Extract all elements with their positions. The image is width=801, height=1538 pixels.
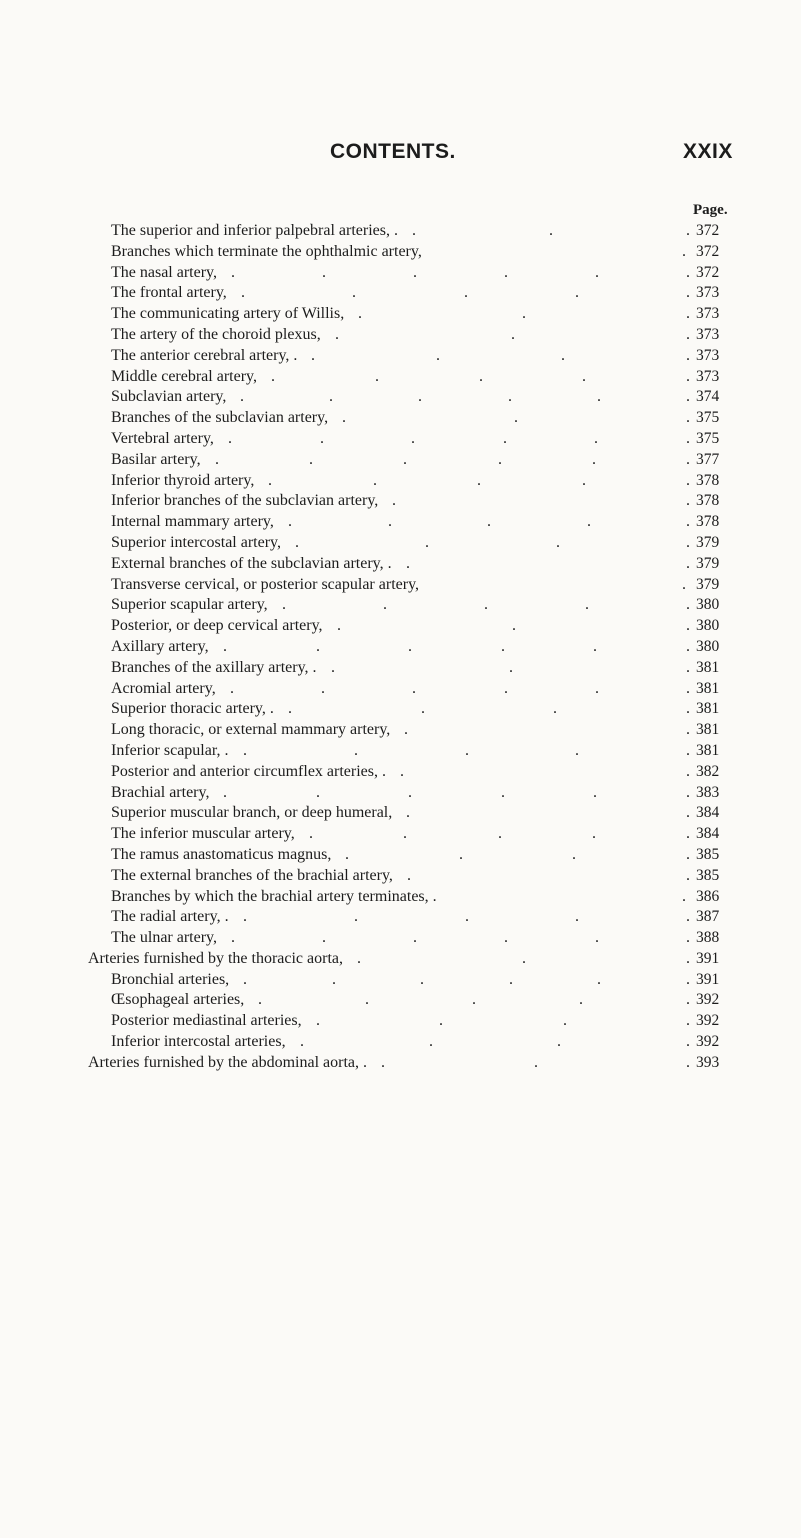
toc-entry-title: The artery of the choroid plexus, bbox=[111, 325, 321, 343]
toc-entry: Brachial artery, . . . . . . 383 bbox=[0, 783, 801, 804]
toc-entry-page: 373 bbox=[696, 367, 720, 385]
toc-entry-title: Posterior and anterior circumflex arteries, . bbox=[111, 762, 386, 780]
toc-entry-title: Bronchial arteries, bbox=[111, 970, 230, 988]
toc-entry: Superior intercostal artery, . . . . 379 bbox=[0, 533, 801, 554]
toc-entry-page: 379 bbox=[696, 554, 720, 572]
toc-entry-page: 373 bbox=[696, 305, 720, 323]
toc-entry-title: The communicating artery of Willis, bbox=[111, 305, 345, 323]
toc-entry-title: Acromial artery, bbox=[111, 679, 216, 697]
toc-entry-page: 392 bbox=[696, 991, 720, 1009]
toc-entry: Branches of the subclavian artery, . . . 375 bbox=[0, 408, 801, 429]
toc-entry: Axillary artery, . . . . . . 380 bbox=[0, 637, 801, 658]
toc-entry-page: 384 bbox=[696, 825, 720, 843]
toc-entry: The anterior cerebral artery, . . . . . 373 bbox=[0, 346, 801, 367]
toc-entry: The superior and inferior palpebral arteries, . . . . 372 bbox=[0, 221, 801, 242]
toc-entry-page: 378 bbox=[696, 471, 720, 489]
toc-entry-page: 373 bbox=[696, 325, 720, 343]
toc-entry-page: 386 bbox=[696, 887, 720, 905]
toc-entry-page: 381 bbox=[696, 700, 720, 718]
toc-entry-title: The inferior muscular artery, bbox=[111, 825, 295, 843]
page-title: CONTENTS. bbox=[330, 140, 456, 163]
toc-entry-page: 384 bbox=[696, 804, 720, 822]
toc-entry-page: 391 bbox=[696, 970, 720, 988]
toc-entry-title: Brachial artery, bbox=[111, 783, 210, 801]
toc-entry: Subclavian artery, . . . . . . 374 bbox=[0, 387, 801, 408]
toc-entry: Acromial artery, . . . . . . 381 bbox=[0, 679, 801, 700]
toc-entry: Arteries furnished by the thoracic aorta, . . . 391 bbox=[0, 949, 801, 970]
toc-entry: Inferior scapular, . . . . . . 381 bbox=[0, 741, 801, 762]
toc-entry-page: 372 bbox=[696, 242, 720, 260]
toc-entry-title: The radial artery, . bbox=[111, 908, 229, 926]
toc-entry-page: 379 bbox=[696, 533, 720, 551]
toc-entry-title: Subclavian artery, bbox=[111, 388, 227, 406]
toc-entry-title: Superior scapular artery, bbox=[111, 596, 268, 614]
toc-entry-title: Arteries furnished by the abdominal aorta, . bbox=[88, 1053, 368, 1071]
toc-entry: The artery of the choroid plexus, . . . 373 bbox=[0, 325, 801, 346]
toc-entry: Transverse cervical, or posterior scapular artery, . 379 bbox=[0, 575, 801, 596]
page-column-label: Page. bbox=[693, 202, 728, 218]
toc-entry: Basilar artery, . . . . . . 377 bbox=[0, 450, 801, 471]
toc-entry-page: 378 bbox=[696, 513, 720, 531]
toc-entry: Superior muscular branch, or deep humeral, . . 384 bbox=[0, 803, 801, 824]
toc-entry-title: Branches of the subclavian artery, bbox=[111, 409, 329, 427]
toc-entry-page: 392 bbox=[696, 1012, 720, 1030]
toc-entry: The nasal artery, . . . . . . 372 bbox=[0, 263, 801, 284]
toc-entry: Long thoracic, or external mammary artery, . . 381 bbox=[0, 720, 801, 741]
toc-entry-page: 385 bbox=[696, 866, 720, 884]
toc-entry-page: 377 bbox=[696, 450, 720, 468]
toc-entry-title: Arteries furnished by the thoracic aorta, bbox=[88, 949, 344, 967]
toc-entry-page: 381 bbox=[696, 721, 720, 739]
toc-entry-title: Internal mammary artery, bbox=[111, 513, 274, 531]
toc-entry-title: Posterior mediastinal arteries, bbox=[111, 1012, 302, 1030]
toc-entry-title: Basilar artery, bbox=[111, 450, 201, 468]
toc-entry-page: 380 bbox=[696, 637, 720, 655]
toc-entry: Bronchial arteries, . . . . . . 391 bbox=[0, 970, 801, 991]
toc-entry-page: 374 bbox=[696, 388, 720, 406]
toc-entry: Posterior, or deep cervical artery, . . . 380 bbox=[0, 616, 801, 637]
toc-entry-title: Superior muscular branch, or deep humeral, bbox=[111, 804, 393, 822]
toc-entry-page: 382 bbox=[696, 762, 720, 780]
toc-entry-title: The frontal artery, bbox=[111, 284, 227, 302]
toc-entry: The radial artery, . . . . . . 387 bbox=[0, 907, 801, 928]
toc-entry-page: 372 bbox=[696, 222, 720, 239]
toc-entry-title: Inferior scapular, . bbox=[111, 741, 229, 759]
toc-entry-page: 385 bbox=[696, 845, 720, 863]
toc-entry: Branches by which the brachial artery terminates, . . 386 bbox=[0, 887, 801, 908]
toc-entry: Internal mammary artery, . . . . . 378 bbox=[0, 512, 801, 533]
toc-entry: The frontal artery, . . . . . 373 bbox=[0, 283, 801, 304]
toc-entry-title: Superior intercostal artery, bbox=[111, 533, 282, 551]
toc-entry-page: 373 bbox=[696, 284, 720, 302]
toc-entry-title: Long thoracic, or external mammary artery, bbox=[111, 721, 391, 739]
toc-entry: Posterior and anterior circumflex arteries, . . . 382 bbox=[0, 762, 801, 783]
toc-entry: Vertebral artery, . . . . . . 375 bbox=[0, 429, 801, 450]
toc-entry: The inferior muscular artery, . . . . . 384 bbox=[0, 824, 801, 845]
toc-entry-page: 388 bbox=[696, 929, 720, 947]
toc-entry-title: External branches of the subclavian artery, . bbox=[111, 554, 392, 572]
toc-entry-title: Inferior branches of the subclavian artery, bbox=[111, 492, 379, 510]
toc-entry: Posterior mediastinal arteries, . . . . 392 bbox=[0, 1011, 801, 1032]
toc-entry-page: 392 bbox=[696, 1033, 720, 1051]
table-of-contents bbox=[0, 221, 801, 1074]
toc-entry: External branches of the subclavian artery, . . . 379 bbox=[0, 554, 801, 575]
toc-entry-title: Transverse cervical, or posterior scapular artery, bbox=[111, 575, 420, 593]
toc-entry-page: 375 bbox=[696, 429, 720, 447]
running-header bbox=[0, 140, 801, 170]
toc-entry: The ulnar artery, . . . . . . 388 bbox=[0, 928, 801, 949]
toc-entry-title: Posterior, or deep cervical artery, bbox=[111, 617, 323, 635]
toc-entry-title: The superior and inferior palpebral arteries, . bbox=[111, 222, 398, 239]
toc-entry: Branches which terminate the ophthalmic artery, . 372 bbox=[0, 242, 801, 263]
toc-entry-title: Vertebral artery, bbox=[111, 429, 214, 447]
toc-entry-page: 372 bbox=[696, 263, 720, 281]
toc-entry: Inferior thyroid artery, . . . . . 378 bbox=[0, 471, 801, 492]
toc-entry-page: 380 bbox=[696, 617, 720, 635]
toc-entry: Superior scapular artery, . . . . . 380 bbox=[0, 595, 801, 616]
toc-entry: Œsophageal arteries, . . . . . 392 bbox=[0, 990, 801, 1011]
toc-entry-title: Inferior intercostal arteries, bbox=[111, 1033, 286, 1051]
page-numeral: XXIX bbox=[683, 140, 733, 163]
toc-entry-page: 387 bbox=[696, 908, 720, 926]
toc-entry-title: Inferior thyroid artery, bbox=[111, 471, 255, 489]
toc-entry: Inferior branches of the subclavian artery, . . 378 bbox=[0, 491, 801, 512]
toc-entry-page: 381 bbox=[696, 679, 720, 697]
toc-entry: The ramus anastomaticus magnus, . . . . 385 bbox=[0, 845, 801, 866]
toc-entry: Middle cerebral artery, . . . . . 373 bbox=[0, 367, 801, 388]
toc-entry-page: 373 bbox=[696, 346, 720, 364]
toc-entry-title: Branches of the axillary artery, . bbox=[111, 658, 317, 676]
toc-entry-title: The nasal artery, bbox=[111, 263, 218, 281]
toc-entry-title: The ramus anastomaticus magnus, bbox=[111, 845, 332, 863]
toc-entry: The external branches of the brachial artery, . . 385 bbox=[0, 866, 801, 887]
toc-entry-title: The external branches of the brachial artery, bbox=[111, 866, 393, 884]
toc-entry-title: Axillary artery, bbox=[111, 637, 209, 655]
toc-entry: Superior thoracic artery, . . . . . 381 bbox=[0, 699, 801, 720]
toc-entry-title: Branches which terminate the ophthalmic artery, bbox=[111, 242, 422, 260]
toc-entry-page: 375 bbox=[696, 409, 720, 427]
toc-entry-title: The ulnar artery, bbox=[111, 929, 218, 947]
toc-entry-title: The anterior cerebral artery, . bbox=[111, 346, 298, 364]
toc-entry-title: Branches by which the brachial artery terminates, . bbox=[111, 887, 437, 905]
toc-entry: Inferior intercostal arteries, . . . . 392 bbox=[0, 1032, 801, 1053]
toc-entry: The communicating artery of Willis, . . . 373 bbox=[0, 304, 801, 325]
toc-entry-page: 381 bbox=[696, 658, 720, 676]
toc-entry-title: Superior thoracic artery, . bbox=[111, 700, 274, 718]
toc-entry-page: 378 bbox=[696, 492, 720, 510]
toc-entry: Branches of the axillary artery, . . . . 381 bbox=[0, 658, 801, 679]
toc-entry: Arteries furnished by the abdominal aorta, . . . . 393 bbox=[0, 1053, 801, 1074]
toc-entry-page: 393 bbox=[696, 1053, 720, 1071]
toc-entry-title: Middle cerebral artery, bbox=[111, 367, 257, 385]
toc-entry-page: 380 bbox=[696, 596, 720, 614]
toc-entry-page: 383 bbox=[696, 783, 720, 801]
toc-entry-title: Œsophageal arteries, bbox=[111, 991, 245, 1009]
toc-entry-page: 391 bbox=[696, 949, 720, 967]
toc-entry-page: 381 bbox=[696, 741, 720, 759]
toc-entry-page: 379 bbox=[696, 575, 720, 593]
